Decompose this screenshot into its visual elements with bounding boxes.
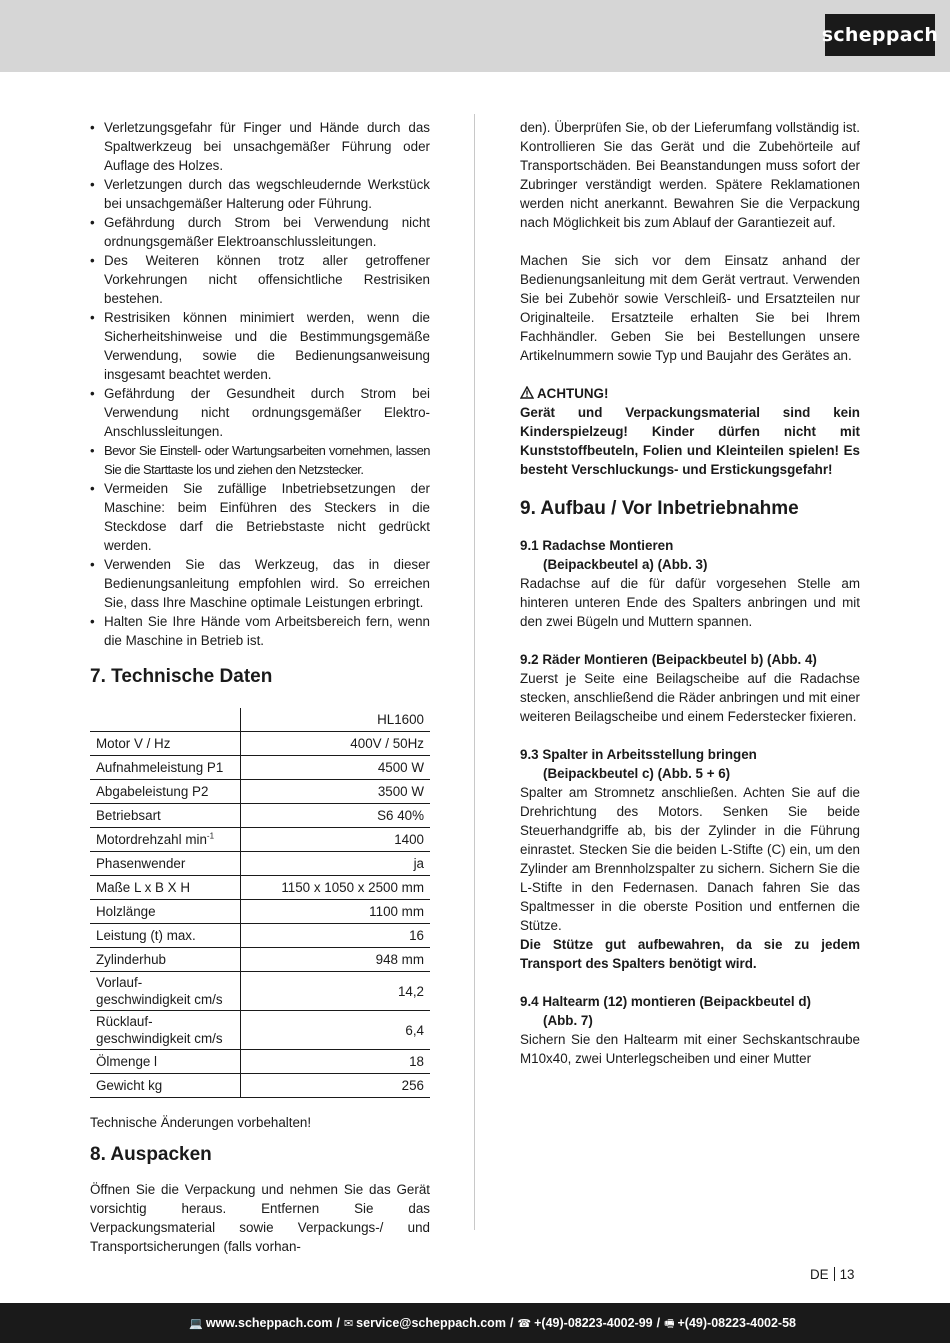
subsection-9-3-subtitle: (Beipackbeutel c) (Abb. 5 + 6) xyxy=(543,766,731,781)
scheppach-logo: scheppach xyxy=(825,14,935,56)
spec-value: 1400 xyxy=(240,828,430,852)
spec-value: 256 xyxy=(240,1074,430,1098)
table-row xyxy=(90,1074,430,1098)
table-row xyxy=(90,732,430,756)
spec-label xyxy=(90,876,240,900)
spec-label-text: Leistung (t) max. xyxy=(96,928,196,943)
unpacking-text-continued: den). Überprüfen Sie, ob der Lieferumfang vollständig ist. Kontrollieren Sie das Gerät und die Zubehörteile auf Transportschäden. Bei Beanstandungen muss sofort der Zubringer verständigt werden. Spätere Reklamationen werden nicht anerkannt. Bewahren Sie die Verpackung nach Möglichkeit bis zum Ablauf der Garantiezeit auf. xyxy=(520,120,860,230)
warning-text: Gerät und Verpackungsmaterial sind kein Kinderspielzeug! Kinder dürfen nicht mit Kunststoffbeuteln, Folien und Kleinteilen spielen! Es besteht Verschluckungs- und Erstickungsgefahr! xyxy=(520,405,860,477)
section-8-text: Öffnen Sie die Verpackung und nehmen Sie das Gerät vorsichtig heraus. Entfernen Sie das Verpackungsmaterial sowie Verpackungs-/ und Transportsicherungen (falls vorhan- xyxy=(90,1182,430,1254)
spec-label-text: Motor V / Hz xyxy=(96,736,171,751)
subsection-9-3-bold-note: Die Stütze gut aufbewahren, da sie zu jedem Transport des Spalters benötigt wird. xyxy=(520,937,860,971)
spec-label xyxy=(90,828,240,852)
footer-bar xyxy=(0,1303,950,1343)
table-row xyxy=(90,972,430,1011)
subsection-9-3-title: 9.3 Spalter in Arbeitsstellung bringen xyxy=(520,747,757,762)
spec-value: 6,4 xyxy=(240,1011,430,1050)
spec-label-line: geschwindigkeit cm/s xyxy=(96,1031,223,1046)
email-icon: ✉ xyxy=(343,1316,354,1330)
subsection-9-4-text: Sichern Sie den Haltearm mit einer Sechskantschraube M10x40, zwei Unterlegscheiben und einer Mutter xyxy=(520,1032,860,1066)
fax-icon: 🖷 xyxy=(664,1316,675,1330)
list-item: • Vermeiden Sie zufällige Inbetriebsetzungen der Maschine: beim Einführen des Steckers in die Steckdose darf die Betriebstaste nicht gedrückt werden. xyxy=(90,479,430,555)
footer-separator: / xyxy=(656,1315,661,1330)
page-number-divider xyxy=(834,1267,835,1281)
table-row xyxy=(90,756,430,780)
table-row xyxy=(90,948,430,972)
phone-icon: ☎ xyxy=(517,1316,532,1330)
spec-label-text: Holzlänge xyxy=(96,904,156,919)
spec-label-text: Maße L x B X H xyxy=(96,880,191,895)
list-item: • Verletzungsgefahr für Finger und Hände durch das Spaltwerkzeug bei unsachgemäßer Führung oder Auflage des Holzes. xyxy=(90,118,430,175)
table-row xyxy=(90,828,430,852)
left-column xyxy=(90,118,430,1256)
spec-label xyxy=(90,732,240,756)
spec-label-line: Rücklauf- xyxy=(96,1014,153,1029)
spec-label xyxy=(90,852,240,876)
subsection-9-3-text: Spalter am Stromnetz anschließen. Achten Sie auf die Drehrichtung des Motors. Senken Sie beide Steuerhandgriffe ab, bis der Zylinder in die Führung einrastet. Stecken Sie die beiden L-Stifte (C) ein, um den Zylinder am Brennholzspalter zu sichern. Sichern Sie die L-Stifte in den Federnasen. Danach fahren Sie das Spaltmesser in die oberste Position und entfernen die Stütze. xyxy=(520,785,860,933)
table-row xyxy=(90,780,430,804)
spec-value: 18 xyxy=(240,1050,430,1074)
tech-changes-note: Technische Änderungen vorbehalten! xyxy=(90,1115,312,1130)
subsection-9-4-title: 9.4 Haltearm (12) montieren (Beipackbeutel d) xyxy=(520,994,811,1009)
spec-label xyxy=(90,1011,240,1050)
spec-label xyxy=(90,1074,240,1098)
footer-fax: +(49)-08223-4002-58 xyxy=(677,1315,796,1330)
footer-website[interactable]: www.scheppach.com xyxy=(205,1315,333,1330)
spec-value: 948 mm xyxy=(240,948,430,972)
list-item: • Bevor Sie Einstell- oder Wartungsarbeiten vornehmen, lassen Sie die Starttaste los und ziehen den Netzstecker. xyxy=(90,441,430,479)
list-item: • Verletzungen durch das wegschleudernde Werkstück bei unsachgemäßer Halterung oder Führung. xyxy=(90,175,430,213)
table-header-row xyxy=(90,708,430,732)
subsection-9-2-title: 9.2 Räder Montieren (Beipackbeutel b) (Abb. 4) xyxy=(520,652,817,667)
page-number-value: 13 xyxy=(839,1267,855,1282)
spec-label-text: Ölmenge l xyxy=(96,1054,158,1069)
spec-label-text: Motordrehzahl min xyxy=(96,832,207,847)
spec-label-text: Zylinderhub xyxy=(96,952,166,967)
subsection-9-1 xyxy=(520,536,860,631)
list-item: • Restrisiken können minimiert werden, wenn die Sicherheitshinweise und die Bestimmungsgemäße Verwendung, sowie die Bedienungsanweisung insgesamt beachtet werden. xyxy=(90,308,430,384)
spec-label xyxy=(90,804,240,828)
warning-block xyxy=(520,384,860,479)
usage-info-text: Machen Sie sich vor dem Einsatz anhand der Bedienungsanleitung mit dem Gerät vertraut. Verwenden Sie bei Zubehör sowie Verschleiß- und Ersatzteilen nur Originalteile. Ersatzteile erhalten Sie bei Ihrem Fachhändler. Geben Sie bei Bestellungen unsere Artikelnummern sowie Typ und Baujahr des Gerätes an. xyxy=(520,253,860,363)
spec-value: 14,2 xyxy=(240,972,430,1011)
spec-label-text: Gewicht kg xyxy=(96,1078,163,1093)
table-row xyxy=(90,900,430,924)
spec-label-text: Phasenwender xyxy=(96,856,186,871)
spec-label-line: Vorlauf- xyxy=(96,975,143,990)
technical-data-table xyxy=(90,708,430,1098)
subsection-9-2-text: Zuerst je Seite eine Beilagscheibe auf die Radachse stecken, anschließend die Räder anbringen und mit einer weiteren Beilagscheibe und einem Federstecker fixieren. xyxy=(520,671,860,724)
spec-value: ja xyxy=(240,852,430,876)
list-item: • Verwenden Sie das Werkzeug, das in dieser Bedienungsanleitung empfohlen wird. So erreichen Sie, dass Ihre Maschine optimale Leistungen erbringt. xyxy=(90,555,430,612)
spec-label xyxy=(90,948,240,972)
footer-separator: / xyxy=(509,1315,514,1330)
subsection-9-2 xyxy=(520,650,860,726)
subsection-9-3 xyxy=(520,745,860,973)
subsection-9-1-text: Radachse auf die für dafür vorgesehen Stelle am hinteren unteren Ende des Spalters anbringen und mit den zwei Bügeln und Muttern spannen. xyxy=(520,576,860,629)
spec-value: 4500 W xyxy=(240,756,430,780)
subsection-9-4-subtitle: (Abb. 7) xyxy=(543,1013,593,1028)
header-band xyxy=(0,0,950,72)
warning-title-line xyxy=(520,384,860,403)
spec-label-text: Abgabeleistung P2 xyxy=(96,784,209,799)
subsection-9-1-title: 9.1 Radachse Montieren xyxy=(520,538,674,553)
table-row xyxy=(90,1050,430,1074)
warning-title: ACHTUNG! xyxy=(537,386,609,401)
list-item: • Gefährdung der Gesundheit durch Strom bei Verwendung nicht ordnungsgemäßer Elektro-Anschlussleitungen. xyxy=(90,384,430,441)
spec-label xyxy=(90,1050,240,1074)
list-item: • Des Weiteren können trotz aller getroffener Vorkehrungen nicht offensichtliche Restrisiken bestehen. xyxy=(90,251,430,308)
subsection-9-1-subtitle: (Beipackbeutel a) (Abb. 3) xyxy=(543,557,708,572)
warning-triangle-icon xyxy=(520,386,534,399)
section-7-heading: 7. Technische Daten xyxy=(90,666,273,687)
table-row xyxy=(90,924,430,948)
page-number xyxy=(810,1265,855,1284)
computer-icon: 💻 xyxy=(189,1316,203,1330)
section-8-heading: 8. Auspacken xyxy=(90,1144,212,1165)
spec-value: 1100 mm xyxy=(240,900,430,924)
section-9-heading: 9. Aufbau / Vor Inbetriebnahme xyxy=(520,498,799,519)
spec-value: S6 40% xyxy=(240,804,430,828)
right-column xyxy=(520,118,860,1068)
spec-label-line: geschwindigkeit cm/s xyxy=(96,992,223,1007)
spec-value: 16 xyxy=(240,924,430,948)
spec-label xyxy=(90,756,240,780)
page-language: DE xyxy=(810,1267,829,1282)
spec-label-text: Aufnahmeleistung P1 xyxy=(96,760,224,775)
spec-value: 3500 W xyxy=(240,780,430,804)
footer-phone: +(49)-08223-4002-99 xyxy=(534,1315,653,1330)
column-divider xyxy=(474,114,475,1230)
spec-label-text: Betriebsart xyxy=(96,808,161,823)
spec-label xyxy=(90,900,240,924)
spec-label xyxy=(90,924,240,948)
spec-value: 1150 x 1050 x 2500 mm xyxy=(240,876,430,900)
model-header-cell: HL1600 xyxy=(240,708,430,732)
spec-label xyxy=(90,780,240,804)
list-item: • Halten Sie Ihre Hände vom Arbeitsbereich fern, wenn die Maschine in Betrieb ist. xyxy=(90,612,430,650)
table-row xyxy=(90,876,430,900)
table-row xyxy=(90,804,430,828)
footer-email[interactable]: service@scheppach.com xyxy=(356,1315,506,1330)
subsection-9-4 xyxy=(520,992,860,1068)
footer-separator: / xyxy=(336,1315,340,1330)
table-row xyxy=(90,1011,430,1050)
spec-label xyxy=(90,972,240,1011)
table-corner-cell xyxy=(90,708,240,732)
list-item: • Gefährdung durch Strom bei Verwendung nicht ordnungsgemäßer Elektroanschlussleitungen. xyxy=(90,213,430,251)
spec-label-superscript: -1 xyxy=(206,831,215,841)
residual-risk-list xyxy=(90,118,430,650)
spec-value: 400V / 50Hz xyxy=(240,732,430,756)
table-row xyxy=(90,852,430,876)
